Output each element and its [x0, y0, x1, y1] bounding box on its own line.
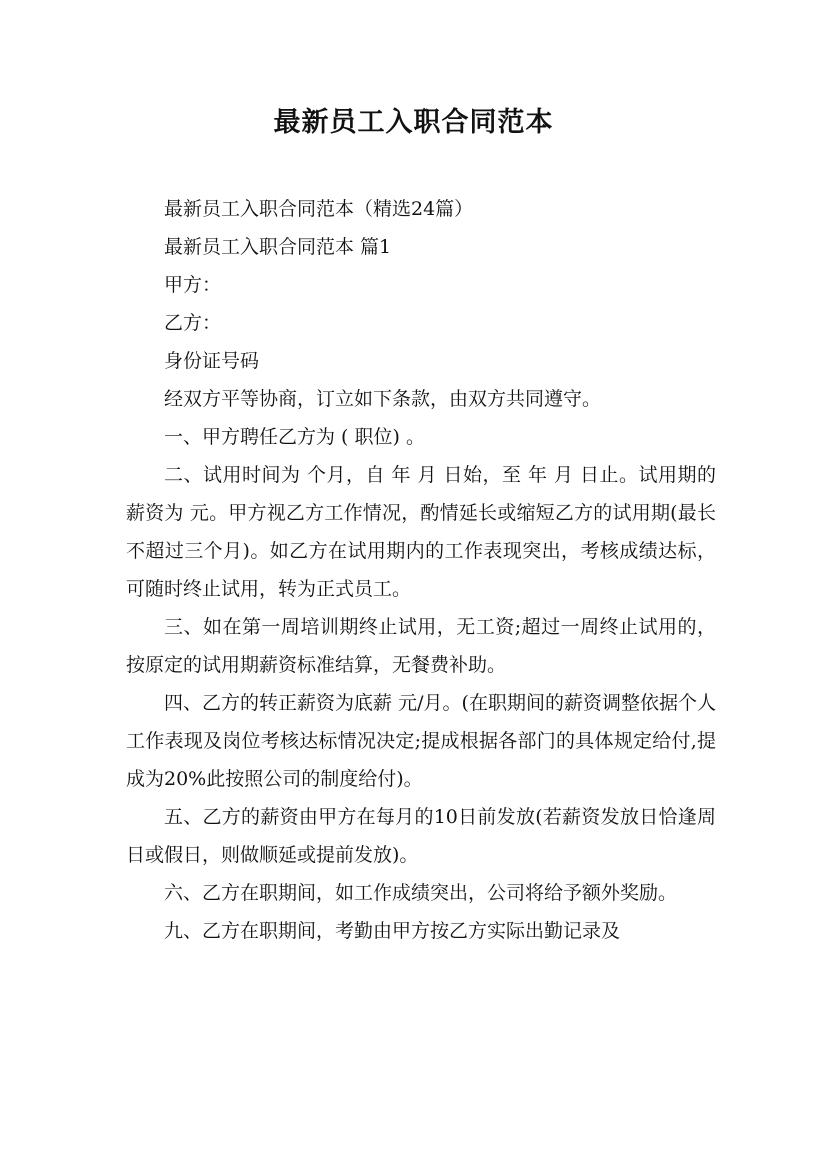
paragraph-party-a: 甲方： — [164, 274, 222, 296]
paragraph-clause-2: 二、试用时间为 个月，自 年 月 日始，至 年 月 日止。试用期的薪资为 元。甲方视乙方工作情况，酌情延长或缩短乙方的试用期(最长不超过三个月)。如乙方在试用期内的工作表现突出，考核成绩达标，可随时终止试用，转为正式员工。 — [126, 464, 716, 600]
paragraph-agreement: 经双方平等协商，订立如下条款，由双方共同遵守。 — [164, 388, 602, 410]
paragraph-subtitle: 最新员工入职合同范本（精选24篇） — [164, 198, 474, 220]
paragraph-clause-5: 五、乙方的薪资由甲方在每月的10日前发放(若薪资发放日恰逢周日或假日，则做顺延或提前发放)。 — [126, 806, 716, 866]
paragraph-clause-3: 三、如在第一周培训期终止试用，无工资;超过一周终止试用的，按原定的试用期薪资标准结算，无餐费补助。 — [126, 616, 716, 676]
document-title: 最新员工入职合同范本 — [273, 107, 554, 138]
paragraph-clause-1: 一、甲方聘任乙方为 ( 职位) 。 — [164, 426, 425, 448]
paragraph-clause-6: 六、乙方在职期间，如工作成绩突出，公司将给予额外奖励。 — [164, 882, 678, 904]
paragraph-clause-4: 四、乙方的转正薪资为底薪 元/月。(在职期间的薪资调整依据个人工作表现及岗位考核达标情况决定;提成根据各部门的具体规定给付,提成为20%此按照公司的制度给付)。 — [126, 692, 716, 790]
paragraph-id-number: 身份证号码 — [164, 350, 260, 372]
paragraph-clause-9: 九、乙方在职期间，考勤由甲方按乙方实际出勤记录及 — [164, 920, 621, 942]
paragraph-party-b: 乙方： — [164, 312, 222, 334]
document-body — [126, 190, 716, 950]
paragraph-section-heading: 最新员工入职合同范本 篇1 — [164, 236, 392, 258]
